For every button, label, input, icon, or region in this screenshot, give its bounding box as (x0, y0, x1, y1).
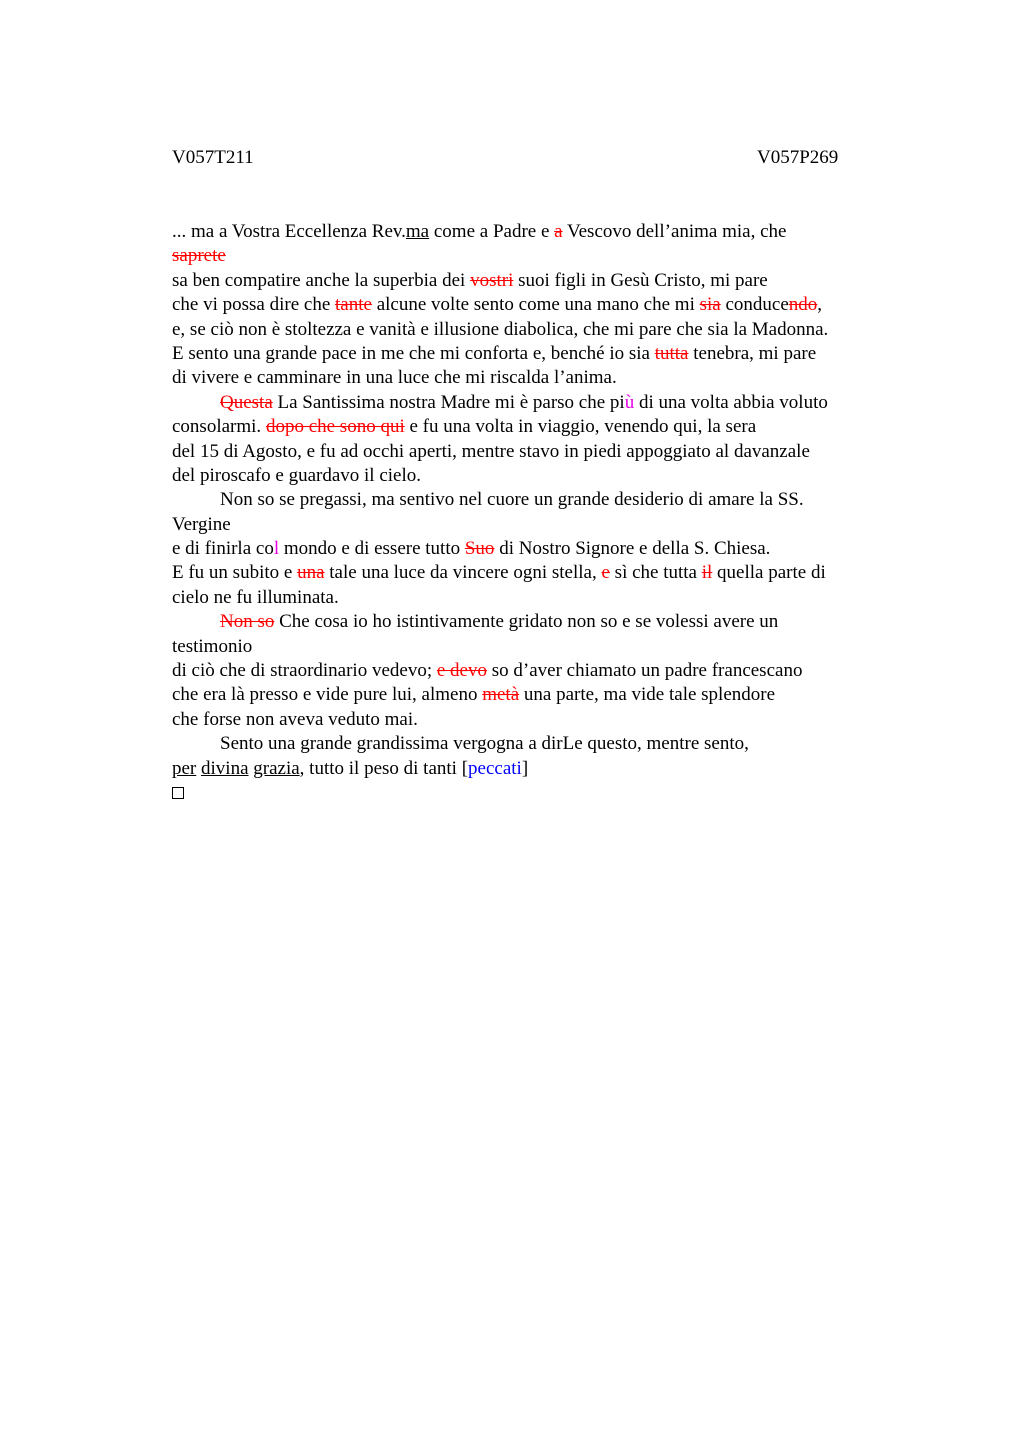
text-line (172, 488, 932, 512)
text-segment: tenebra, mi pare (688, 342, 817, 364)
text-segment: Non so se pregassi, ma sentivo nel cuore un grande desiderio di amare la SS. (220, 489, 804, 511)
text-segment: del 15 di Agosto, e fu ad occhi aperti, mentre stavo in piedi appoggiato al davanzale (172, 440, 810, 462)
text-segment: di vivere e camminare in una luce che mi riscalda l’anima. (172, 367, 617, 389)
text-line (172, 318, 932, 342)
text-segment: , (817, 294, 823, 316)
text-segment: ] (521, 757, 529, 779)
deleted-text: vostri (470, 269, 514, 291)
added-text: l (273, 538, 280, 560)
deleted-text: una (297, 562, 325, 584)
letter-body (172, 220, 932, 805)
text-segment: di Nostro Signore e della S. Chiesa. (494, 538, 771, 560)
text-segment: e di finirla co (172, 538, 274, 560)
text-segment: una parte, ma vide tale splendore (519, 684, 776, 706)
text-segment: che era là presso e vide pure lui, almeno (172, 684, 483, 706)
text-segment: sa ben compatire anche la superbia dei (172, 269, 471, 291)
deleted-text: ndo (788, 294, 818, 316)
text-line (172, 659, 932, 683)
text-segment: Sento una grande grandissima vergogna a dirLe questo, mentre sento, (220, 733, 749, 755)
text-line (172, 635, 932, 659)
inserted-text: peccati (468, 757, 522, 779)
end-box-icon (172, 787, 184, 799)
header-left-code: V057T211 (172, 147, 254, 168)
text-segment: che forse non aveva veduto mai. (172, 708, 418, 730)
text-line (172, 391, 932, 415)
deleted-text: tante (335, 294, 372, 316)
text-segment: cielo ne fu illuminata. (172, 586, 339, 608)
underlined-text: grazia (253, 757, 300, 779)
deleted-text: Non so (220, 611, 275, 633)
text-segment: e fu una volta in viaggio, venendo qui, la sera (404, 416, 757, 438)
text-segment: di una volta abbia voluto (634, 391, 828, 413)
underlined-text: ma (405, 221, 430, 242)
text-segment: consolarmi. (172, 416, 266, 438)
text-line (172, 683, 932, 707)
text-segment: testimonio (172, 635, 253, 657)
text-segment: La Santissima nostra Madre mi è parso che pi (272, 391, 625, 413)
text-segment: Che cosa io ho istintivamente gridato non so e se volessi avere un (274, 611, 779, 633)
deleted-text: e devo (436, 660, 487, 682)
text-segment: quella parte di (712, 562, 826, 584)
text-segment: che vi possa dire che (172, 294, 336, 316)
underlined-text: divina (201, 757, 249, 779)
text-segment: di ciò che di straordinario vedevo; (172, 660, 437, 682)
text-line (172, 244, 932, 268)
deleted-text: Questa (220, 391, 273, 413)
text-line (172, 586, 932, 610)
text-line (172, 366, 932, 390)
deleted-text: e (601, 562, 610, 584)
text-segment: , tutto il peso di tanti [ (299, 757, 469, 779)
text-line (172, 732, 932, 756)
text-line (172, 220, 932, 244)
underlined-text: per (172, 757, 197, 779)
text-segment: so d’aver chiamato un padre francescano (486, 660, 803, 682)
header-right-code: V057P269 (757, 147, 839, 168)
added-text: ù (624, 391, 635, 413)
text-segment: conduce (720, 294, 789, 316)
text-line (172, 440, 932, 464)
deleted-text: dopo che sono qui (265, 416, 405, 438)
deleted-text: metà (482, 684, 520, 706)
text-segment: alcune volte sento come una mano che mi (371, 294, 700, 316)
text-line (172, 561, 932, 585)
text-segment: mondo e di essere tutto (279, 538, 465, 560)
deleted-text: il (701, 562, 713, 584)
text-line (172, 342, 932, 366)
text-line (172, 757, 932, 781)
text-segment: Vergine (172, 513, 231, 535)
text-line (172, 415, 932, 439)
text-segment: suoi figli in Gesù Cristo, mi pare (513, 269, 768, 291)
end-marker-line (172, 781, 932, 805)
text-segment: E sento una grande pace in me che mi conforta e, benché io sia (172, 342, 655, 364)
text-line (172, 513, 932, 537)
text-line (172, 610, 932, 634)
text-segment: E fu un subito e (172, 562, 298, 584)
text-segment: Vescovo dell’anima mia, che (562, 221, 787, 242)
deleted-text: a (554, 221, 563, 242)
text-segment: e, se ciò non è stoltezza e vanità e illusione diabolica, che mi pare che sia la Madonna. (172, 318, 829, 340)
deleted-text: Suo (464, 538, 495, 560)
text-line (172, 708, 932, 732)
text-segment: tale una luce da vincere ogni stella, (324, 562, 602, 584)
text-segment: sì che tutta (609, 562, 702, 584)
text-segment: ... ma a Vostra Eccellenza Rev. (172, 221, 406, 242)
text-line (172, 537, 932, 561)
text-segment: del piroscafo e guardavo il cielo. (172, 464, 422, 486)
text-line (172, 269, 932, 293)
deleted-text: tutta (654, 342, 689, 364)
text-line (172, 464, 932, 488)
text-line (172, 293, 932, 317)
text-segment: come a Padre e (429, 221, 555, 242)
deleted-text: saprete (172, 245, 226, 267)
deleted-text: sia (699, 294, 721, 316)
